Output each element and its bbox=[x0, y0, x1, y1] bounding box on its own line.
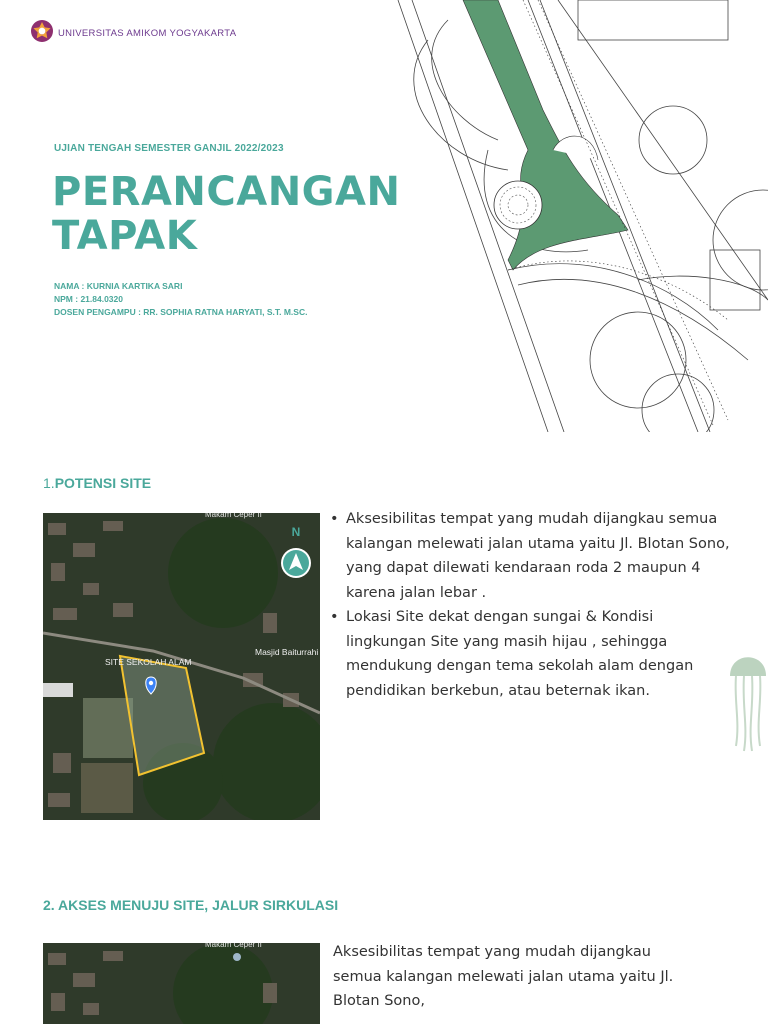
site-plan-drawing bbox=[388, 0, 768, 432]
text-line: semua kalangan melewati jalan utama yaitu Jl. bbox=[333, 968, 674, 985]
exam-label: UJIAN TENGAH SEMESTER GANJIL 2022/2023 bbox=[54, 143, 284, 154]
title-line-2: TAPAK bbox=[52, 213, 198, 259]
jellyfish-icon bbox=[726, 646, 768, 756]
list-item: • Aksesibilitas tempat yang mudah dijangkau semua kalangan melewati jalan utama yaitu Jl. Blotan Sono, yang dapat dilewati kendaraan roda 2 maupun 4 karena jalan lebar . bbox=[330, 507, 730, 605]
university-logo-icon bbox=[30, 19, 54, 43]
student-info bbox=[54, 280, 307, 319]
compass-letter: N bbox=[291, 525, 301, 539]
potensi-list bbox=[330, 507, 730, 703]
page-title bbox=[52, 170, 400, 258]
section-2-heading: 2. AKSES MENUJU SITE, JALUR SIRKULASI bbox=[43, 897, 339, 913]
text-line: Blotan Sono, bbox=[333, 993, 425, 1009]
section-1-title: POTENSI SITE bbox=[54, 475, 152, 491]
map-label-cemetery: Makam Ceper II bbox=[205, 943, 262, 949]
map-label-cemetery: Makam Ceper II bbox=[205, 513, 262, 519]
access-satellite-map bbox=[43, 943, 320, 1024]
section-1-number: 1. bbox=[43, 475, 55, 491]
title-line-1: PERANCANGAN bbox=[52, 169, 401, 215]
section-2-text bbox=[333, 940, 693, 1014]
student-name: NAMA : KURNIA KARTIKA SARI bbox=[54, 281, 183, 291]
list-item: • Lokasi Site dekat dengan sungai & Kondisi lingkungan Site yang masih hijau , sehingga mendukung dengan tema sekolah alam dengan pendidikan berkebun, atau beternak ikan. bbox=[330, 605, 730, 703]
map-label-mosque: Masjid Baiturrahi bbox=[255, 647, 319, 657]
site-satellite-map bbox=[43, 513, 320, 820]
lecturer-name: DOSEN PENGAMPU : RR. SOPHIA RATNA HARYATI, S.T. M.SC. bbox=[54, 307, 308, 317]
north-arrow-icon bbox=[281, 548, 311, 578]
section-1-heading bbox=[43, 475, 151, 491]
student-npm: NPM : 21.84.0320 bbox=[54, 294, 123, 304]
map-label-site: SITE SEKOLAH ALAM bbox=[105, 657, 192, 667]
university-name: UNIVERSITAS AMIKOM YOGYAKARTA bbox=[58, 28, 237, 39]
text-line: Aksesibilitas tempat yang mudah dijangkau bbox=[333, 944, 651, 960]
